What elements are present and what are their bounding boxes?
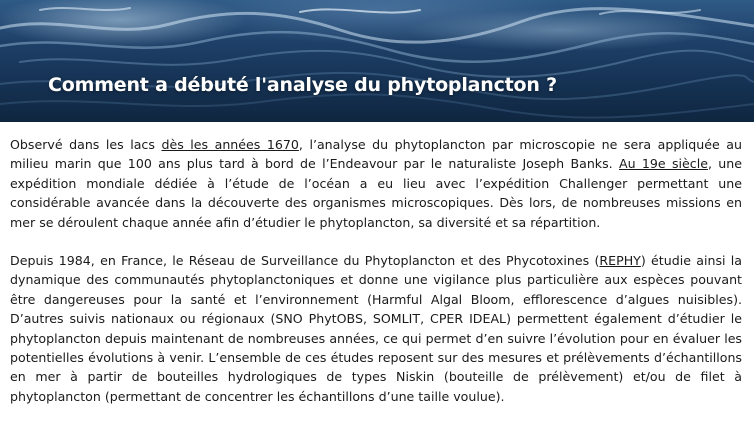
article-body (0, 122, 754, 406)
text-segment: , une expédition mondiale dédiée à l’étude de l’océan a eu lieu avec l’expédition Challenger permettant une considérable avancée dans la découverte des organismes microscopiques. Dès lors, de nombreuses missions en mer se déroulent chaque année afin d’étudier le phytoplancton, sa diversité et sa répartition. (10, 156, 742, 230)
link-1670[interactable]: dès les années 1670 (161, 137, 299, 152)
ocean-waves-image (0, 0, 754, 122)
text-segment: , l’analyse du phytoplancton par microscopie ne sera appliquée au milieu marin que 100 ans plus tard à bord de l’Endeavour par le naturaliste Joseph Banks. (10, 137, 742, 172)
paragraph-history (10, 135, 742, 232)
ocean-header-banner (0, 0, 754, 122)
text-segment: ) étudie ainsi la dynamique des communautés phytoplanctoniques et donne une vigilance plus particulière aux espèces pouvant être dangereuses pour la santé et l’environnement (Harmful Algal Bloom, efflorescence d’algues nuisibles). D’autres suivis nationaux ou régionaux (SNO PhytOBS, SOMLIT, CPER IDEAL) permettent également d’étudier le phytoplancton depuis maintenant de nombreuses années, ce qui permet d’en suivre l’évolution pour en évaluer les potentielles évolutions à venir. L’ensemble de ces études reposent sur des mesures et prélèvements d’échantillons en mer à partir de bouteilles hydrologiques de types Niskin (bouteille de prélèvement) et/ou de filet à phytoplancton (permettant de concentrer les échantillons d’une taille voulue). (10, 253, 742, 404)
page-title: Comment a débuté l'analyse du phytoplancton ? (48, 74, 557, 96)
paragraph-rephy (10, 251, 742, 406)
link-19e-siecle[interactable]: Au 19e siècle (618, 156, 708, 172)
link-rephy[interactable]: REPHY (599, 253, 641, 269)
text-segment: Observé dans les lacs (10, 137, 162, 152)
text-segment: Depuis 1984, en France, le Réseau de Surveillance du Phytoplancton et des Phycotoxines ( (10, 253, 600, 269)
